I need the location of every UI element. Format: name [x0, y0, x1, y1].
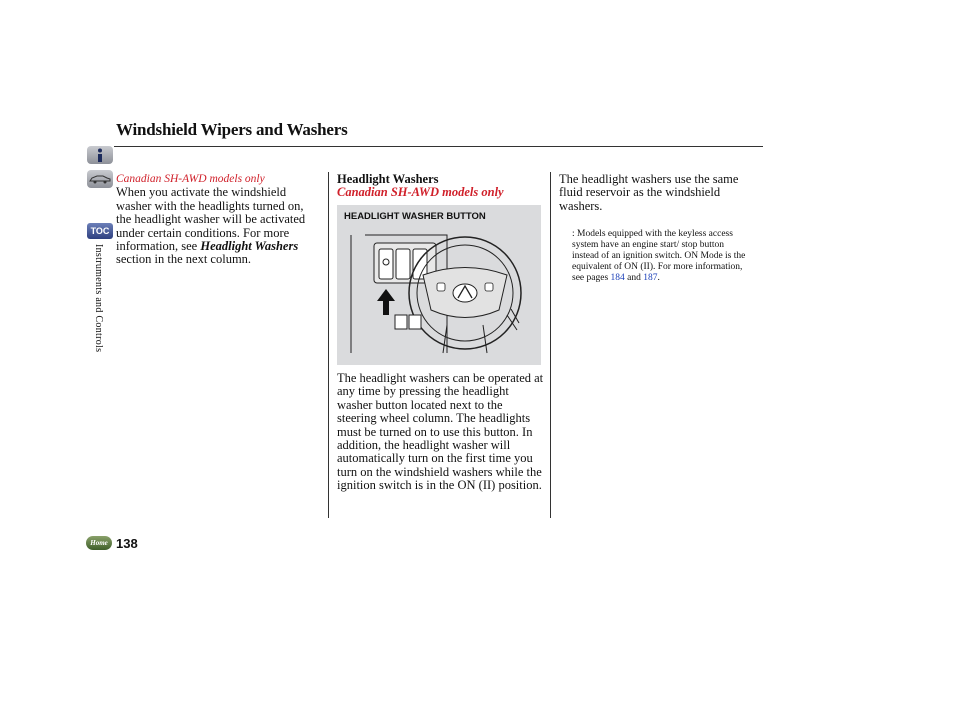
model-note: Canadian SH-AWD models only: [337, 185, 504, 200]
footnote-text: : Models equipped with the keyless access system have an engine start/ stop button instead of an ignition switch. ON Mode is the equivalent of ON (II). For more information, see: [572, 229, 746, 283]
footnote-text: pages: [586, 273, 609, 283]
paragraph-text: When you activate the windshield washer with the headlights turned on, the headlight washer will be activated under certain conditions. For more information, see: [116, 185, 306, 254]
figure-headlight-washer-button: [337, 205, 541, 365]
footnote-text: .: [657, 273, 660, 283]
column-divider: [328, 172, 329, 518]
column-1-paragraph: [116, 186, 321, 266]
section-label: Instruments and Controls: [93, 244, 104, 353]
toc-button[interactable]: TOC: [87, 223, 113, 239]
home-button[interactable]: Home: [86, 536, 112, 550]
info-glyph-icon: [95, 148, 105, 162]
car-index-icon[interactable]: [87, 170, 113, 188]
page-title: Windshield Wipers and Washers: [116, 120, 348, 139]
section-heading: Headlight Washers: [337, 172, 439, 186]
title-rule: [114, 146, 763, 147]
car-icon: [89, 174, 111, 184]
paragraph-text: section in the next column.: [116, 252, 252, 267]
column-1: [116, 173, 321, 267]
dashboard-illustration: [337, 205, 541, 365]
page-link-184[interactable]: 184: [610, 273, 625, 283]
model-note: Canadian SH-AWD models only: [116, 173, 265, 185]
page-number: 138: [116, 536, 138, 551]
cross-reference: Headlight Washers: [200, 239, 299, 254]
column-2-body: The headlight washers can be operated at any time by pressing the headlight washer button located next to the steering wheel column. The headlights must be turned on to use this button. In addition, the headlight washer will automatically turn on the first time you turn on the windshield washers while the ignition switch is in the ON (II) position.: [337, 371, 544, 493]
column-divider: [550, 172, 551, 518]
info-icon[interactable]: [87, 146, 113, 164]
column-2: [337, 173, 544, 200]
ignition-footnote: [572, 229, 747, 284]
figure-caption: HEADLIGHT WASHER BUTTON: [344, 211, 486, 222]
footnote-text: and: [627, 273, 641, 283]
column-3-body: The headlight washers use the same fluid reservoir as the windshield washers.: [559, 172, 739, 213]
page-link-187[interactable]: 187: [643, 273, 658, 283]
